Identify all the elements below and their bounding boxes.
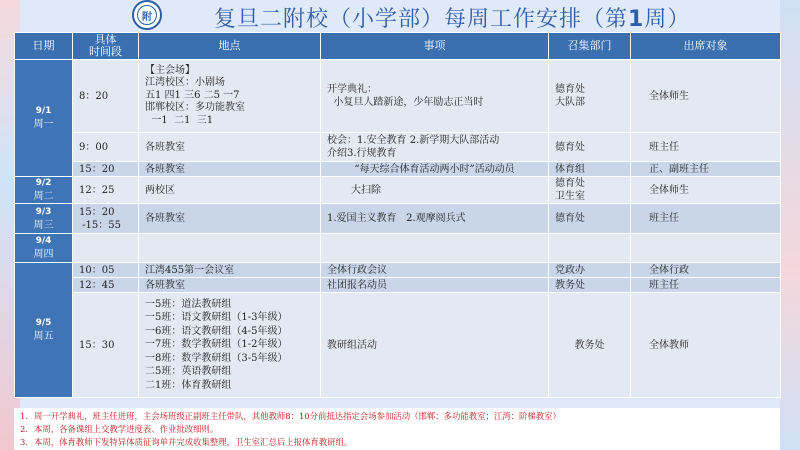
matter-cell: 社团报名动员 bbox=[321, 278, 549, 293]
place-cell: 一5班：道法教研组 一5班：语文教研组（1-3年级） 一6班：语文教研组（4-5年级） 一7班：数学教研组（1-2年级） 一8班：数学教研组（3-5年级） 二5班：英语教研组 二1班：体育教研组 bbox=[139, 293, 321, 398]
matter-cell: “每天综合体育活动两小时”活动动员 bbox=[321, 162, 549, 177]
dept-cell: 德育处 卫生室 bbox=[549, 177, 631, 204]
time-cell: 15：30 bbox=[73, 293, 139, 398]
date-weekday: 周二 bbox=[33, 191, 54, 202]
page-title: 复旦二附校（小学部）每周工作安排（第1周） bbox=[214, 7, 691, 32]
table-row bbox=[15, 162, 781, 177]
time-cell: 15：20 -15：55 bbox=[73, 204, 139, 234]
note-text: 本周，体育教师下发特异体质征询单并完成收集整理，卫生室汇总后上报体育教研组。 bbox=[34, 437, 353, 447]
note-text: 周一开学典礼，班主任进班，主会场班级正副班主任带队，其他教师8：10分前抵达指定会场参加活动（邯郸：多功能教室；江湾：阶梯教室） bbox=[34, 411, 561, 421]
notes-panel bbox=[14, 408, 780, 450]
time-cell: 15：20 bbox=[73, 162, 139, 177]
date-weekday: 周五 bbox=[33, 331, 54, 342]
time-cell: 10：05 bbox=[73, 263, 139, 278]
time-cell: 12：45 bbox=[73, 278, 139, 293]
attendees-cell: 全体师生 bbox=[631, 60, 781, 133]
date-number: 9/5 bbox=[35, 318, 52, 328]
header-place: 地点 bbox=[139, 33, 321, 60]
place-cell: 各班教室 bbox=[139, 204, 321, 234]
time-cell: 8：20 bbox=[73, 60, 139, 133]
date-cell bbox=[15, 263, 73, 398]
dept-cell: 德育处 大队部 bbox=[549, 60, 631, 133]
time-cell bbox=[73, 234, 139, 263]
date-weekday: 周四 bbox=[33, 249, 54, 260]
right-decoration bbox=[780, 0, 800, 450]
attendees-cell: 全体师生 bbox=[631, 177, 781, 204]
attendees-cell: 班主任 bbox=[631, 204, 781, 234]
note-item bbox=[20, 436, 774, 449]
date-cell bbox=[15, 177, 73, 204]
table-row bbox=[15, 177, 781, 204]
place-cell: 各班教室 bbox=[139, 162, 321, 177]
time-cell: 12：25 bbox=[73, 177, 139, 204]
note-item bbox=[20, 423, 774, 436]
date-weekday: 周三 bbox=[33, 219, 54, 231]
matter-cell: 校会：1.安全教育 2.新学期大队部活动 介绍3.行规教育 bbox=[321, 133, 549, 162]
dept-cell: 教务处 bbox=[549, 293, 631, 398]
dept-cell: 党政办 bbox=[549, 263, 631, 278]
date-cell bbox=[15, 204, 73, 234]
matter-cell: 全体行政会议 bbox=[321, 263, 549, 278]
title-bar bbox=[0, 0, 800, 30]
place-cell: 两校区 bbox=[139, 177, 321, 204]
date-number: 9/1 bbox=[35, 106, 52, 116]
attendees-cell: 全体行政 bbox=[631, 263, 781, 278]
header-attendees: 出席对象 bbox=[631, 33, 781, 60]
dept-cell: 德育处 bbox=[549, 133, 631, 162]
place-cell bbox=[139, 234, 321, 263]
note-number: 3. bbox=[20, 437, 28, 447]
place-cell: 江湾455第一会议室 bbox=[139, 263, 321, 278]
table-row bbox=[15, 263, 781, 278]
dept-cell: 德育处 bbox=[549, 204, 631, 234]
matter-cell bbox=[321, 234, 549, 263]
date-weekday: 周一 bbox=[33, 119, 54, 130]
header-date: 日期 bbox=[15, 33, 73, 60]
dept-cell bbox=[549, 234, 631, 263]
attendees-cell bbox=[631, 234, 781, 263]
place-cell: 各班教室 bbox=[139, 133, 321, 162]
place-cell: 【主会场】 江湾校区：小剧场 五1 四1 三6 二5 一7 邯郸校区：多功能教室 一1 二1 三1 bbox=[139, 60, 321, 133]
dept-cell: 体育组 bbox=[549, 162, 631, 177]
table-row bbox=[15, 234, 781, 263]
table-row bbox=[15, 60, 781, 133]
attendees-cell: 全体教师 bbox=[631, 293, 781, 398]
table-header-row bbox=[15, 33, 781, 60]
attendees-cell: 正、副班主任 bbox=[631, 162, 781, 177]
header-dept: 召集部门 bbox=[549, 33, 631, 60]
date-cell bbox=[15, 234, 73, 263]
note-number: 1. bbox=[20, 411, 28, 421]
table-row bbox=[15, 133, 781, 162]
attendees-cell: 班主任 bbox=[631, 133, 781, 162]
table-row bbox=[15, 293, 781, 398]
table-row bbox=[15, 204, 781, 234]
time-cell: 9：00 bbox=[73, 133, 139, 162]
date-number: 9/4 bbox=[35, 236, 52, 246]
dept-cell: 教务处 bbox=[549, 278, 631, 293]
matter-cell: 教研组活动 bbox=[321, 293, 549, 398]
date-number: 9/3 bbox=[35, 206, 52, 217]
matter-cell: 大扫除 bbox=[321, 177, 549, 204]
school-logo-mark: 附 bbox=[137, 5, 157, 25]
schedule-table bbox=[14, 32, 781, 398]
school-logo bbox=[132, 0, 162, 30]
date-cell bbox=[15, 60, 73, 177]
matter-cell: 开学典礼： 小复旦人踏新途，少年励志正当时 bbox=[321, 60, 549, 133]
matter-cell: 1.爱国主义教育 2.观摩阅兵式 bbox=[321, 204, 549, 234]
place-cell: 各班教室 bbox=[139, 278, 321, 293]
header-matter: 事项 bbox=[321, 33, 549, 60]
note-text: 本周，各备课组上交教学进度表、作业批改细则。 bbox=[34, 424, 219, 434]
note-number: 2. bbox=[20, 424, 28, 434]
header-time: 具体 时间段 bbox=[73, 33, 139, 60]
attendees-cell: 班主任 bbox=[631, 278, 781, 293]
date-number: 9/2 bbox=[35, 178, 52, 188]
table-row bbox=[15, 278, 781, 293]
note-item bbox=[20, 410, 774, 423]
